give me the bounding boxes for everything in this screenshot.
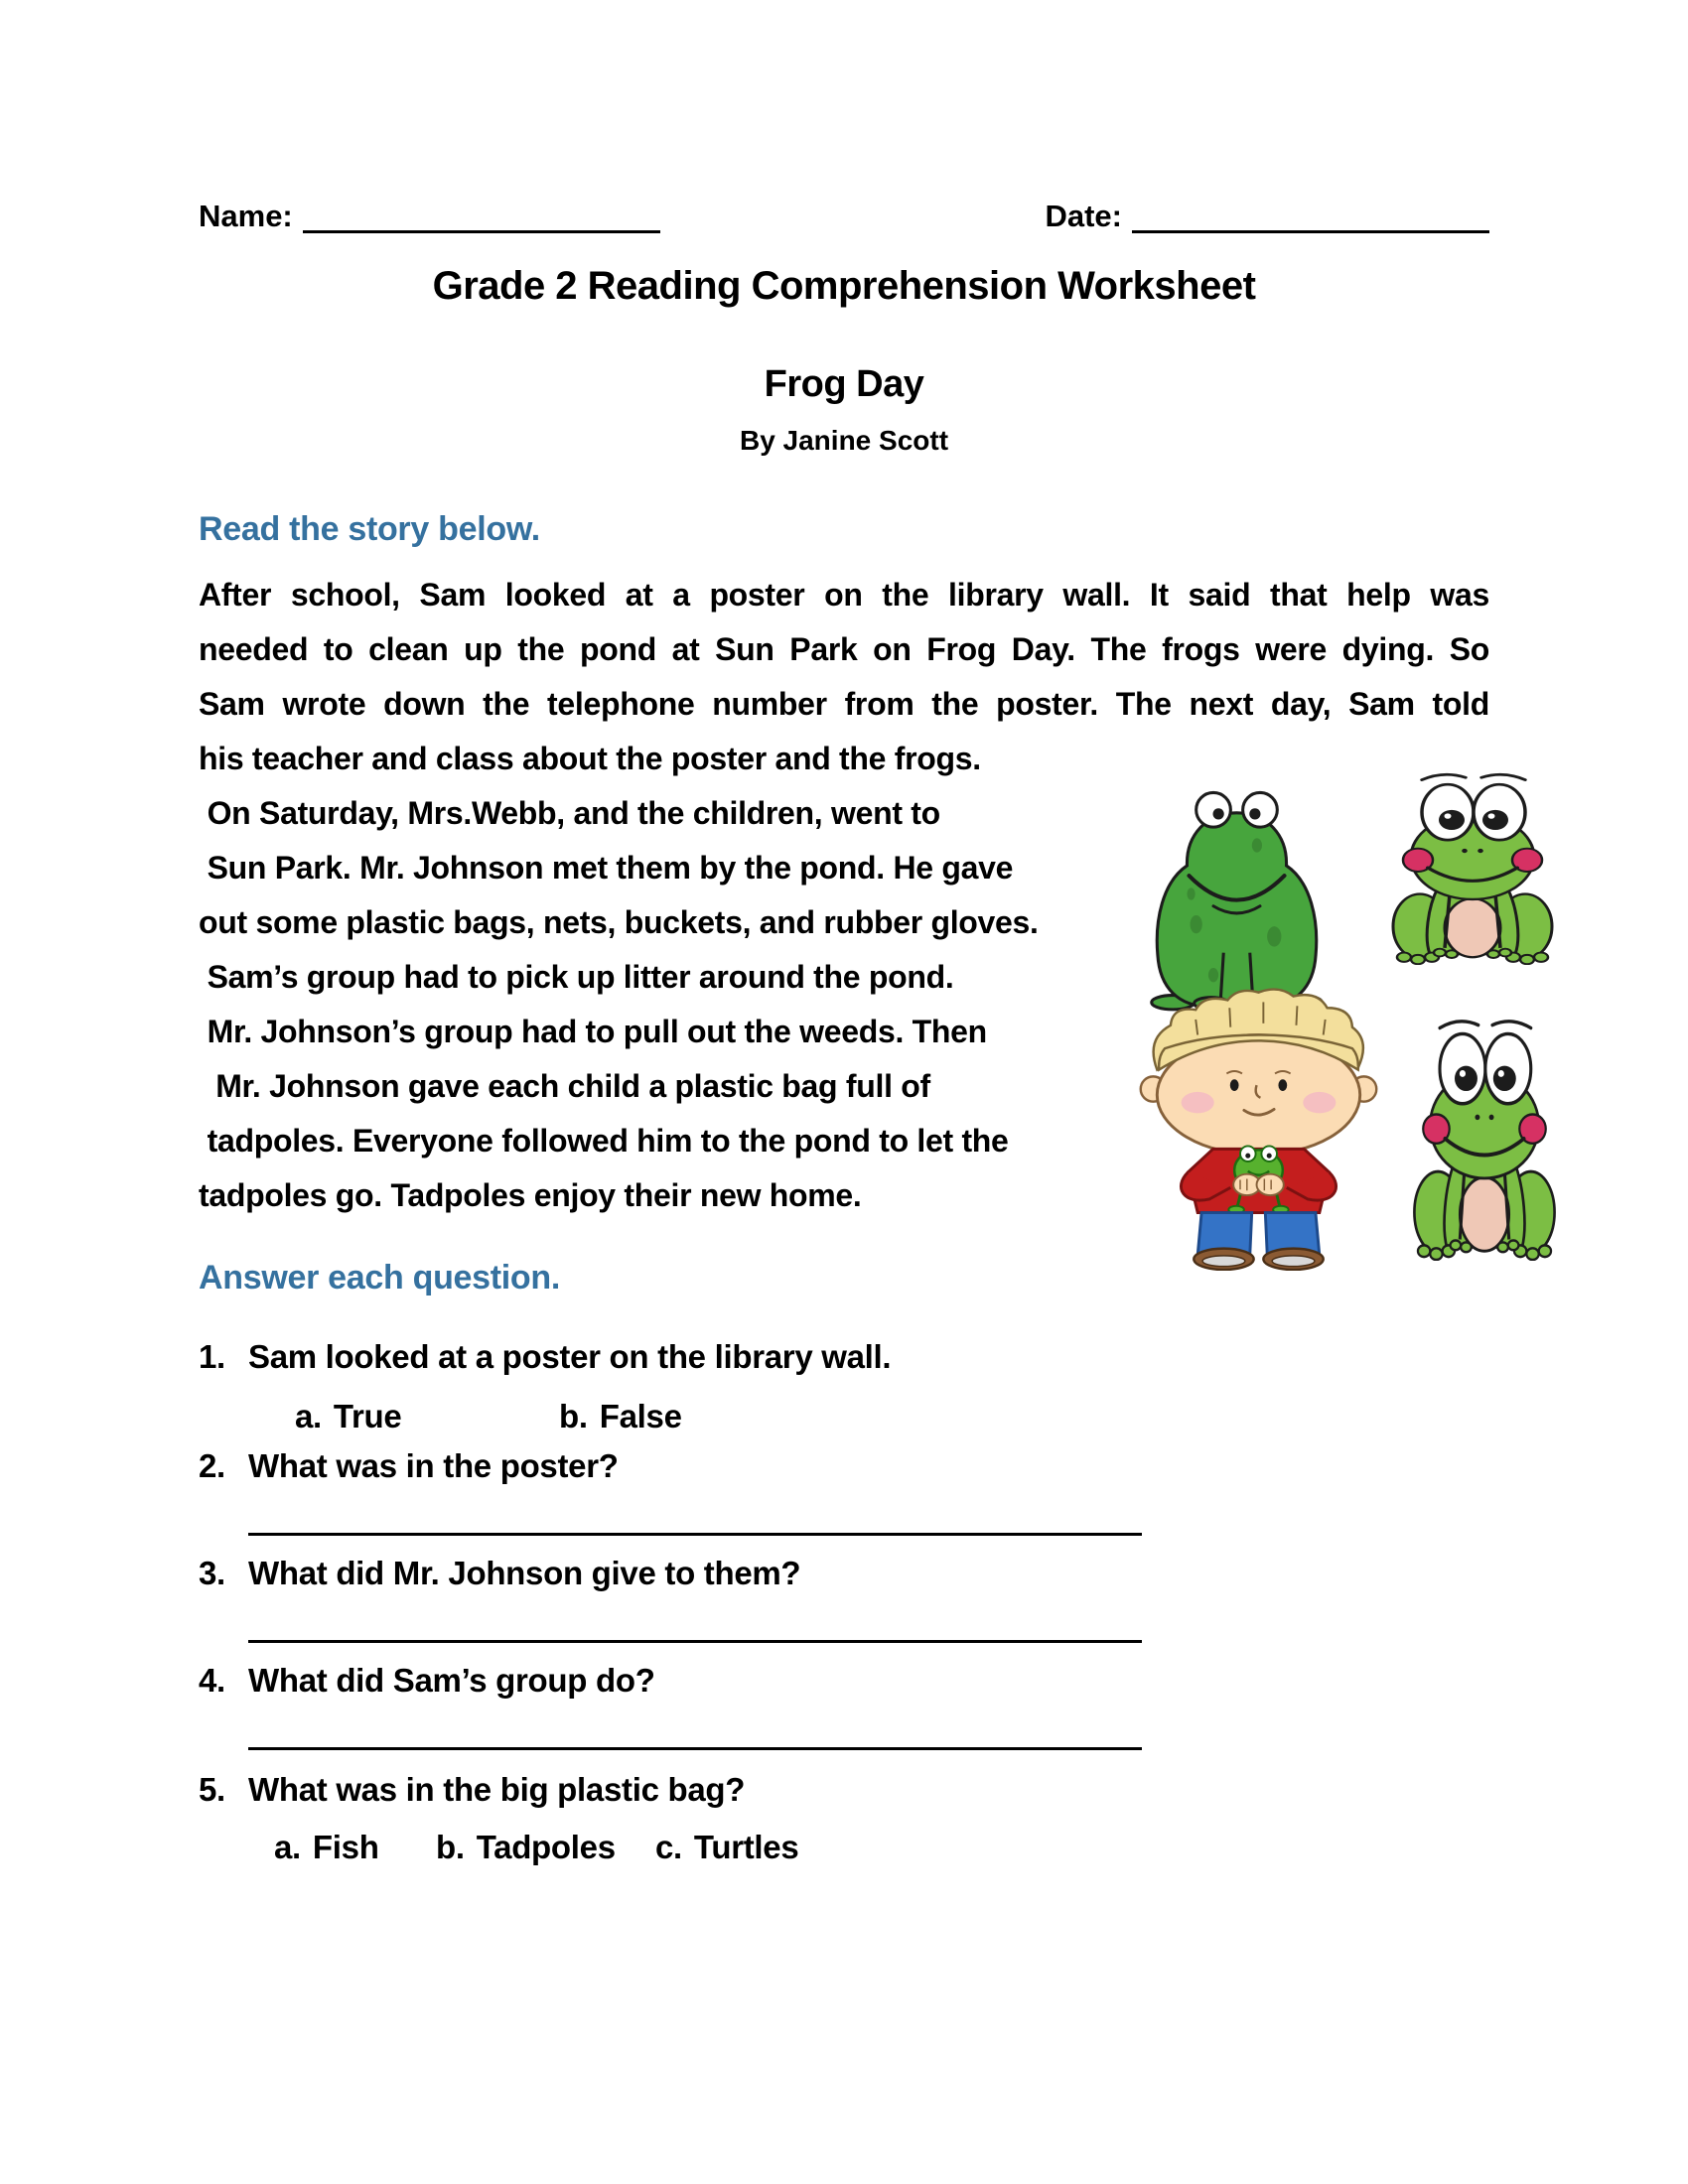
question-text: What did Sam’s group do? — [248, 1662, 655, 1699]
answer-questions-heading: Answer each question. — [199, 1259, 561, 1297]
story-line: tadpoles. Everyone followed him to the pond to let the — [199, 1123, 1009, 1159]
option-text: True — [333, 1398, 402, 1434]
frog-clipart-top-left — [1150, 772, 1324, 1016]
header-row — [199, 195, 1489, 234]
answer-blank-line[interactable] — [248, 1747, 1142, 1750]
story-line: After school, Sam looked at a poster on the library wall. It said that help was — [199, 577, 1489, 613]
option-label: c. — [655, 1829, 682, 1865]
question-number: 2. — [199, 1447, 225, 1484]
question-text: Sam looked at a poster on the library wall. — [248, 1338, 892, 1375]
question-5-option-a[interactable] — [274, 1829, 379, 1866]
name-label: Name: — [199, 199, 293, 233]
option-label: b. — [436, 1829, 465, 1865]
question-number: 4. — [199, 1662, 225, 1699]
option-text: Turtles — [693, 1829, 799, 1865]
question-number: 5. — [199, 1771, 225, 1808]
option-text: False — [599, 1398, 682, 1434]
frog-icon — [1410, 1009, 1559, 1261]
option-text: Fish — [312, 1829, 379, 1865]
story-line: Mr. Johnson gave each child a plastic bag full of — [199, 1068, 930, 1104]
question-text: What did Mr. Johnson give to them? — [248, 1555, 801, 1591]
option-label: b. — [559, 1398, 588, 1434]
question-1 — [199, 1338, 891, 1376]
story-title: Frog Day — [764, 363, 924, 405]
question-4 — [199, 1662, 655, 1700]
question-5-option-b[interactable] — [436, 1829, 616, 1866]
read-story-heading: Read the story below. — [199, 510, 540, 548]
frog-icon — [1388, 764, 1557, 965]
question-text: What was in the big plastic bag? — [248, 1771, 746, 1808]
story-line: his teacher and class about the poster and the frogs. — [199, 741, 981, 776]
story-line: On Saturday, Mrs.Webb, and the children, went to — [199, 795, 940, 831]
question-number: 1. — [199, 1338, 225, 1375]
story-byline: By Janine Scott — [739, 425, 949, 456]
question-number: 3. — [199, 1555, 225, 1591]
date-input-line[interactable] — [1132, 195, 1489, 233]
name-input-line[interactable] — [303, 195, 660, 233]
question-5-option-c[interactable] — [655, 1829, 798, 1866]
frog-clipart-bottom-right — [1410, 1009, 1559, 1261]
question-3 — [199, 1555, 800, 1592]
answer-blank-line[interactable] — [248, 1533, 1142, 1536]
boy-icon — [1137, 981, 1380, 1271]
page-title: Grade 2 Reading Comprehension Worksheet — [432, 264, 1256, 308]
option-label: a. — [295, 1398, 322, 1434]
frog-clipart-top-right — [1388, 764, 1557, 965]
question-2 — [199, 1447, 619, 1485]
story-line: Sam’s group had to pick up litter around the pond. — [199, 959, 954, 995]
question-text: What was in the poster? — [248, 1447, 619, 1484]
name-field — [199, 195, 660, 234]
question-5 — [199, 1771, 745, 1809]
date-field — [1045, 195, 1489, 234]
option-text: Tadpoles — [476, 1829, 616, 1865]
story-line: Sam wrote down the telephone number from the poster. The next day, Sam told — [199, 686, 1489, 722]
story-line: Mr. Johnson’s group had to pull out the weeds. Then — [199, 1014, 987, 1049]
question-1-option-b[interactable] — [559, 1398, 682, 1435]
story-line: tadpoles go. Tadpoles enjoy their new home. — [199, 1177, 862, 1213]
option-label: a. — [274, 1829, 301, 1865]
story-line: Sun Park. Mr. Johnson met them by the pond. He gave — [199, 850, 1014, 886]
answer-blank-line[interactable] — [248, 1640, 1142, 1643]
story-line: needed to clean up the pond at Sun Park on Frog Day. The frogs were dying. So — [199, 631, 1489, 667]
question-1-option-a[interactable] — [295, 1398, 401, 1435]
frog-icon — [1150, 772, 1324, 1016]
story-line: out some plastic bags, nets, buckets, and rubber gloves. — [199, 904, 1039, 940]
boy-holding-frog-clipart — [1137, 981, 1380, 1271]
date-label: Date: — [1045, 199, 1122, 233]
